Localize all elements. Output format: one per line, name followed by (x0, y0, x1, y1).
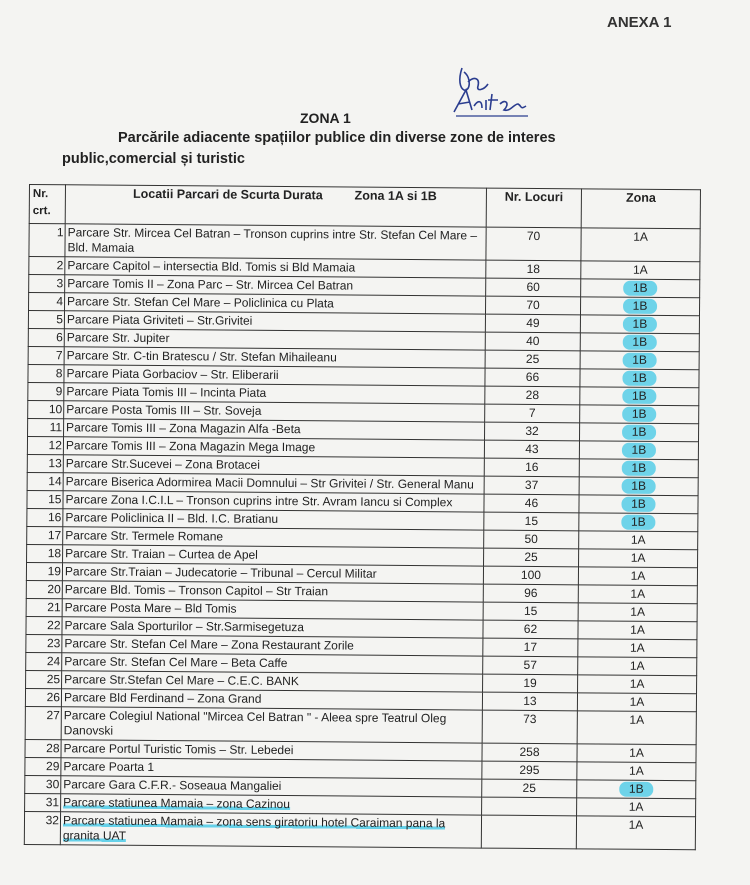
row-number (26, 634, 62, 652)
row-zone (581, 228, 700, 262)
row-number-text: 1 (56, 225, 64, 240)
row-zone (578, 675, 697, 694)
row-number (27, 454, 63, 472)
row-count-text: 16 (525, 459, 539, 475)
row-number (27, 544, 63, 562)
row-count-text: 50 (524, 531, 538, 547)
row-number (27, 490, 63, 508)
row-count-text: 62 (523, 621, 538, 637)
handwritten-signature (448, 60, 538, 130)
row-location-text: Parcare Posta Tomis III – Str. Soveja (66, 402, 262, 418)
row-zone-text: 1A (633, 229, 649, 244)
row-zone-text: 1B (622, 371, 657, 386)
row-zone-text: 1A (628, 817, 644, 832)
row-number-text: 8 (55, 366, 63, 381)
row-count-text: 258 (519, 744, 540, 760)
row-count-text: 13 (523, 693, 537, 709)
row-number-text: 19 (47, 564, 62, 579)
row-zone-text: 1B (622, 407, 657, 422)
row-number-text: 14 (48, 474, 62, 489)
row-zone-text: 1A (629, 712, 645, 727)
row-count-text: 100 (520, 567, 542, 583)
row-location-text: Parcare Str.Stefan Cel Mare – C.E.C. BANK (64, 672, 299, 689)
row-number-text: 25 (46, 672, 61, 687)
row-count-text: 28 (525, 387, 540, 403)
row-zone (579, 459, 698, 478)
row-zone-text: 1A (629, 676, 645, 691)
row-count-text: 73 (523, 711, 537, 727)
row-count (482, 692, 577, 711)
row-count (482, 743, 577, 762)
row-number (29, 257, 65, 275)
row-number-text: 10 (48, 402, 63, 417)
row-location-text: Parcare Str.Sucevei – Zona Brotacei (65, 456, 260, 472)
row-zone-text: 1B (621, 497, 656, 512)
row-count (484, 530, 579, 549)
row-zone (576, 816, 695, 850)
row-zone-text: 1B (622, 389, 657, 404)
row-number-text: 12 (48, 438, 63, 453)
row-count (483, 602, 578, 621)
row-location-text: Parcare Biserica Adormirea Macii Domnului – Str Grivitei / Str. General Manu (65, 474, 474, 492)
row-location-text: Parcare Bld Ferdinand – Zona Grand (63, 690, 262, 706)
row-location-text: Parcare Piata Gorbaciov – Str. Eliberarii (66, 366, 279, 382)
row-zone-text: 1B (622, 335, 657, 350)
row-number-text: 30 (45, 777, 60, 792)
row-number (24, 811, 60, 844)
row-zone (580, 297, 699, 316)
row-number (29, 224, 65, 257)
row-number (25, 688, 61, 706)
row-zone-text: 1A (629, 694, 645, 709)
row-number-text: 13 (48, 456, 62, 471)
row-number (27, 472, 63, 490)
row-count-text: 7 (528, 405, 536, 420)
row-zone (579, 495, 698, 514)
row-number (26, 616, 62, 634)
row-number (25, 793, 61, 811)
row-number-text: 2 (56, 258, 64, 273)
row-number (28, 418, 64, 436)
row-number-text: 31 (45, 795, 60, 810)
row-zone (578, 585, 697, 604)
row-count (485, 386, 580, 405)
row-count (483, 638, 578, 657)
row-count-text: 32 (525, 423, 539, 439)
row-count-text: 25 (522, 780, 536, 795)
row-zone (579, 549, 698, 568)
row-count (483, 584, 578, 603)
row-location-text: Parcare Poarta 1 (63, 759, 155, 775)
row-zone (580, 369, 699, 388)
row-count-text: 18 (526, 261, 541, 277)
row-zone-text: 1B (619, 782, 654, 797)
row-zone (578, 621, 697, 640)
row-zone (577, 780, 696, 799)
header-nr: Nr. crt. (29, 185, 65, 224)
row-number (25, 706, 61, 739)
row-zone-text: 1A (629, 658, 645, 673)
row-location-text: Parcare Str. Mircea Cel Batran – Tronson cuprins intre Str. Stefan Cel Mare – Bld. Mamaia (67, 225, 478, 255)
row-location-text: Parcare Tomis III – Zona Magazin Alfa -Beta (66, 420, 301, 437)
row-count (486, 227, 581, 261)
row-count-text: 19 (523, 675, 537, 691)
row-count (485, 332, 580, 351)
row-zone-text: 1A (630, 550, 646, 565)
header-zone: Zona (581, 189, 700, 229)
row-zone (579, 513, 698, 532)
row-zone-text: 1B (621, 479, 656, 494)
row-zone-text: 1A (629, 745, 644, 760)
row-count-text: 37 (524, 477, 539, 493)
row-count-text: 15 (523, 603, 538, 619)
header-location-zone: Zona 1A si 1B (354, 188, 437, 204)
document-subtitle: Parcările adiacente spațiilor publice din diverse zone de interes public,comercial și turistic (62, 130, 556, 167)
row-location-text: Parcare Tomis II – Zona Parc – Str. Mircea Cel Batran (67, 276, 354, 293)
row-zone-text: 1A (628, 799, 644, 814)
row-count (484, 548, 579, 567)
row-count (485, 368, 580, 387)
row-location-text: Parcare Bld. Tomis – Tronson Capitol – Str Traian (64, 582, 329, 599)
row-count (484, 494, 579, 513)
row-number-text: 20 (47, 582, 61, 597)
row-number-text: 29 (46, 759, 60, 774)
row-count (485, 350, 580, 369)
row-zone (579, 441, 698, 460)
row-count (483, 674, 578, 693)
row-count-text: 70 (526, 297, 540, 313)
table-header-row (29, 185, 700, 229)
row-zone-text: 1B (623, 317, 658, 332)
row-number (28, 400, 64, 418)
row-zone (578, 657, 697, 676)
row-location-text: Parcare Str. Termele Romane (65, 528, 224, 544)
row-zone-text: 1A (630, 604, 646, 619)
row-count (486, 260, 581, 279)
parking-table (24, 184, 701, 850)
row-number (28, 346, 64, 364)
row-zone-text: 1B (621, 515, 656, 530)
row-number (27, 508, 63, 526)
row-count (484, 440, 579, 459)
row-count (485, 296, 580, 315)
row-count (482, 710, 577, 744)
row-location-text: Parcare statiunea Mamaia – zona Cazinou (63, 795, 290, 812)
row-location-text: Parcare Str. Traian – Curtea de Apel (65, 546, 258, 562)
row-zone-text: 1A (632, 262, 648, 277)
row-number (28, 328, 64, 346)
table-row (29, 224, 700, 262)
row-location-text: Parcare Str. C-tin Bratescu / Str. Stefan Mihaileanu (66, 348, 337, 365)
row-location-text: Parcare Str. Stefan Cel Mare – Beta Caffe (64, 654, 288, 671)
row-zone (577, 762, 696, 781)
row-number (26, 598, 62, 616)
row-number-text: 9 (55, 384, 63, 399)
row-zone (579, 531, 698, 550)
row-count (485, 404, 580, 423)
row-zone (577, 693, 696, 712)
row-zone (577, 711, 696, 745)
row-zone (579, 477, 698, 496)
row-location-text: Parcare Zona I.C.I.L – Tronson cuprins intre Str. Avram Iancu si Complex (65, 492, 453, 510)
row-number-text: 22 (47, 618, 61, 633)
row-number (29, 293, 65, 311)
row-zone-text: 1A (630, 568, 646, 583)
row-location-text: Parcare Capitol – intersectia Bld. Tomis si Bld Mamaia (67, 258, 356, 275)
row-zone (581, 261, 700, 280)
row-number-text: 17 (47, 528, 62, 543)
row-zone (578, 567, 697, 586)
row-zone (580, 351, 699, 370)
row-number-text: 6 (56, 330, 63, 345)
row-zone-text: 1A (630, 622, 645, 637)
row-count (484, 512, 579, 531)
row-zone-text: 1A (629, 640, 645, 655)
row-zone-text: 1A (630, 532, 646, 547)
annex-label: ANEXA 1 (607, 14, 672, 31)
row-number (26, 652, 62, 670)
row-location (61, 707, 482, 743)
row-location (65, 224, 486, 260)
row-number-text: 23 (46, 636, 61, 651)
row-number-text: 16 (47, 510, 62, 525)
row-count-text: 295 (519, 762, 540, 778)
row-count-text: 70 (526, 228, 541, 244)
row-number (25, 739, 61, 757)
row-number (26, 562, 62, 580)
row-count-text: 60 (526, 279, 540, 295)
row-location (60, 812, 481, 848)
row-zone-text: 1A (630, 586, 646, 601)
row-zone (577, 744, 696, 763)
row-location-text: Parcare Colegiul National "Mircea Cel Batran " - Aleea spre Teatrul Oleg Danovski (63, 708, 447, 738)
row-count (486, 278, 581, 297)
header-count: Nr. Locuri (486, 188, 581, 228)
row-number (26, 580, 62, 598)
row-count-text: 15 (524, 513, 539, 529)
row-count-text: 57 (523, 657, 537, 673)
row-zone (579, 423, 698, 442)
row-location-text: Parcare Gara C.F.R.- Soseaua Mangaliei (63, 777, 282, 794)
row-count-text: 25 (524, 549, 538, 565)
row-zone-text: 1B (622, 425, 657, 440)
row-number-text: 3 (56, 276, 64, 291)
table-row (25, 706, 696, 744)
row-number (28, 364, 64, 382)
row-count-text: 40 (526, 333, 540, 349)
zona-title: ZONA 1 (300, 110, 351, 126)
row-location-text: Parcare Piata Tomis III – Incinta Piata (66, 384, 267, 400)
row-count (482, 797, 577, 816)
row-location-text: Parcare Posta Mare – Bld Tomis (64, 600, 237, 616)
row-count (483, 620, 578, 639)
row-number-text: 26 (46, 690, 61, 705)
row-count-text: 25 (525, 351, 540, 367)
row-count (485, 314, 580, 333)
row-count (484, 458, 579, 477)
row-count-text: 49 (526, 315, 540, 331)
row-zone (577, 798, 696, 817)
row-zone (581, 279, 700, 298)
row-location-text: Parcare Str. Stefan Cel Mare – Policlinica cu Plata (67, 294, 334, 311)
row-count-text: 17 (523, 639, 538, 655)
row-count (481, 815, 576, 849)
row-number-text: 24 (46, 654, 61, 669)
row-number (26, 670, 62, 688)
row-zone (580, 405, 699, 424)
row-number-text: 11 (49, 420, 63, 435)
row-location-text: Parcare statiunea Mamaia – zona sens giratoriu hotel Caraiman pana la granita UAT (62, 813, 446, 843)
row-zone (578, 603, 697, 622)
row-count (482, 761, 577, 780)
row-zone-text: 1B (622, 353, 657, 368)
row-count-text: 43 (525, 441, 539, 457)
row-location-text: Parcare Str. Stefan Cel Mare – Zona Restaurant Zorile (64, 636, 354, 653)
row-zone-text: 1B (623, 281, 658, 296)
row-number (25, 775, 61, 793)
row-count (483, 656, 578, 675)
row-number-text: 5 (56, 312, 63, 327)
row-count (484, 476, 579, 495)
row-location-text: Parcare Tomis III – Zona Magazin Mega Image (65, 438, 316, 455)
row-zone-text: 1B (622, 443, 657, 458)
header-location (65, 185, 486, 227)
row-location-text: Parcare Sala Sporturilor – Str.Sarmisegetuza (64, 618, 305, 635)
row-zone (580, 387, 699, 406)
row-number (27, 436, 63, 454)
row-number-text: 28 (46, 741, 60, 756)
row-zone (578, 639, 697, 658)
row-zone (580, 333, 699, 352)
row-location-text: Parcare Portul Turistic Tomis – Str. Lebedei (63, 741, 294, 758)
row-number (28, 382, 64, 400)
row-number (27, 526, 63, 544)
row-count-text: 46 (524, 495, 539, 511)
row-number-text: 21 (47, 600, 61, 615)
row-number (25, 757, 61, 775)
row-number-text: 27 (46, 708, 60, 723)
row-zone-text: 1A (629, 763, 644, 778)
row-count (482, 779, 577, 798)
row-number-text: 18 (47, 546, 62, 561)
header-location-label: Locatii Parcari de Scurta Durata (132, 186, 323, 203)
row-number (29, 275, 65, 293)
row-number-text: 15 (48, 492, 62, 507)
row-location-text: Parcare Piata Griviteti – Str.Grivitei (66, 312, 253, 328)
row-count (483, 566, 578, 585)
row-zone-text: 1B (623, 299, 658, 314)
row-count-text: 66 (525, 369, 540, 385)
row-location-text: Parcare Policlinica II – Bld. I.C. Bratianu (65, 510, 279, 526)
row-zone-text: 1B (621, 461, 656, 476)
row-number-text: 32 (45, 813, 60, 828)
row-location-text: Parcare Str. Jupiter (66, 330, 170, 346)
table-row (24, 811, 695, 849)
row-number-text: 4 (56, 294, 64, 309)
row-count-text: 96 (524, 585, 538, 601)
row-zone (580, 315, 699, 334)
row-number (28, 311, 64, 329)
row-number-text: 7 (55, 348, 63, 363)
row-location-text: Parcare Str.Traian – Judecatorie – Tribunal – Cercul Militar (64, 564, 377, 581)
row-count (485, 422, 580, 441)
